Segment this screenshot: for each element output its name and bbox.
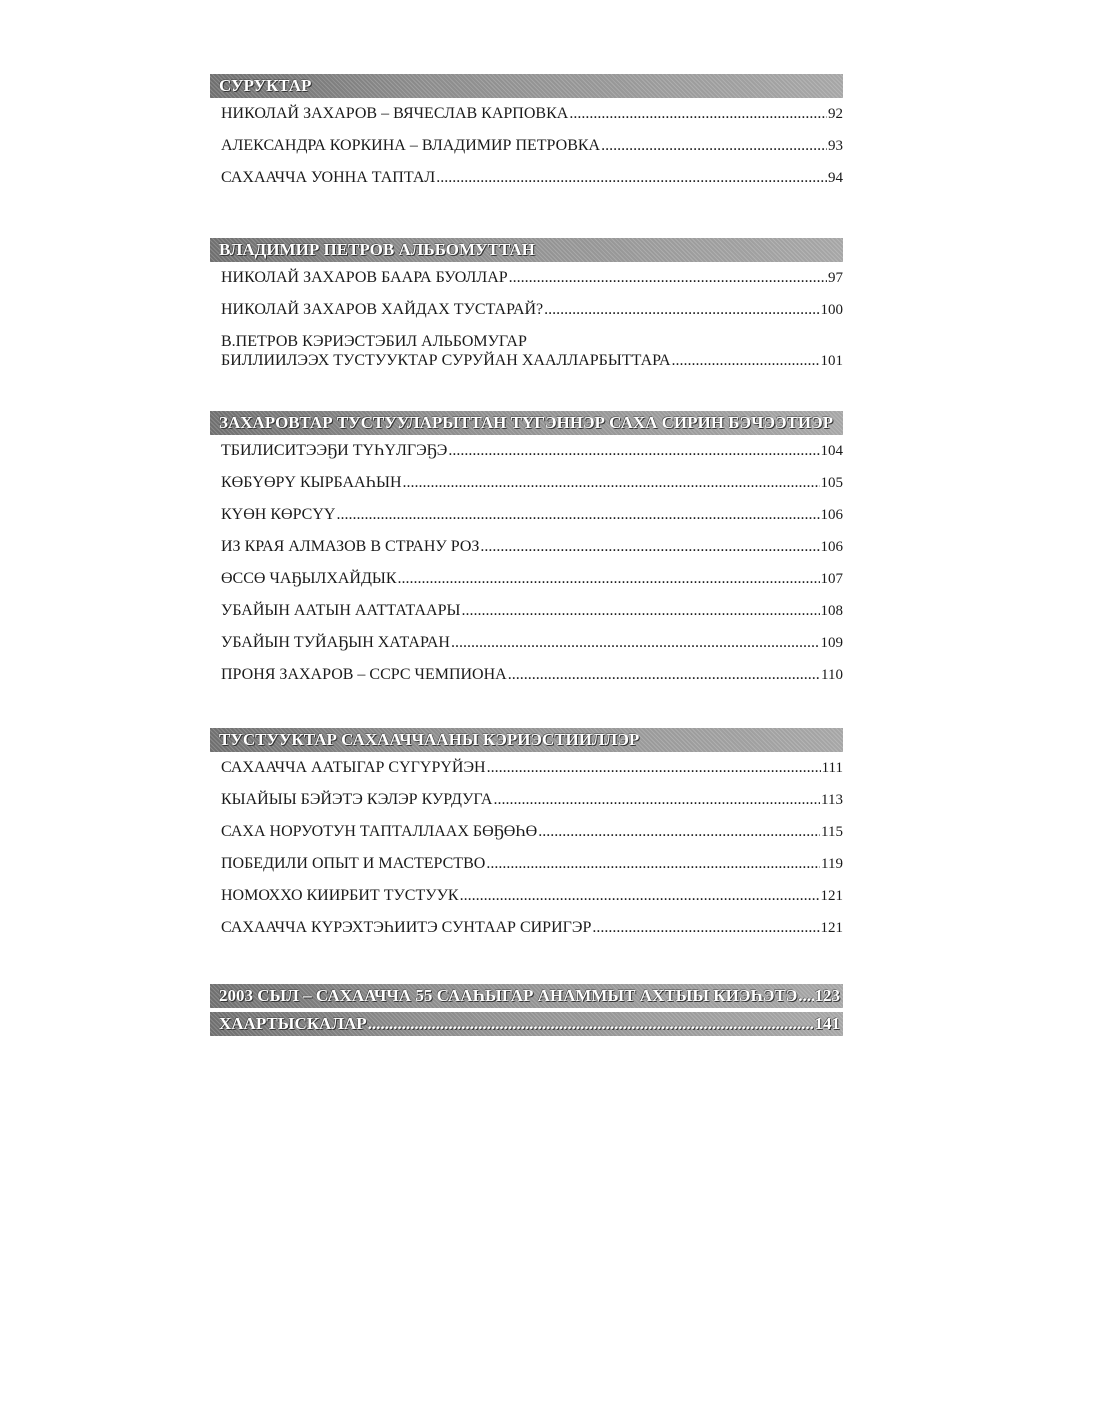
toc-entry-page: 97 <box>828 270 843 286</box>
toc-entry <box>221 659 843 691</box>
toc-entry-page: 104 <box>820 443 843 459</box>
section-heading-with-page <box>210 1012 843 1036</box>
section-heading-title: 2003 СЫЛ – САХААЧЧА 55 СААҺЫГАР АНАММЫТ АХТЫЫ КИЭҺЭТЭ <box>219 986 798 1005</box>
toc-entry <box>221 262 843 294</box>
toc-entry <box>221 98 843 130</box>
toc-entry-page: 113 <box>821 792 843 808</box>
toc-entry <box>221 435 843 467</box>
dot-leader <box>460 886 820 906</box>
toc-entry-page: 115 <box>821 824 843 840</box>
toc-entry <box>221 816 843 848</box>
toc-entry-page: 110 <box>821 667 843 683</box>
section-heading-title: ХААРТЫСКАЛАР <box>219 1014 367 1033</box>
toc-entry-title: ӨССӨ ЧАҔЫЛХАЙДЫК <box>221 570 397 587</box>
section-heading-page: 141 <box>814 1014 840 1033</box>
toc-entry <box>221 627 843 659</box>
toc-section-3 <box>210 411 843 691</box>
dot-leader <box>487 758 821 778</box>
toc-entry-title: САХА НОРУОТУН ТАПТАЛЛААХ БӨҔӨҺӨ <box>221 823 538 840</box>
toc-entry-page: 101 <box>820 353 843 369</box>
dot-leader <box>569 104 827 124</box>
dot-leader <box>592 918 819 938</box>
toc-section-4 <box>210 728 843 944</box>
toc-entry <box>221 912 843 944</box>
toc-section-2 <box>210 238 843 371</box>
toc-entry <box>221 563 843 595</box>
section-heading-with-page <box>210 984 843 1008</box>
toc-entry-page: 94 <box>828 170 843 186</box>
toc-entry-title: САХААЧЧА УОННА ТАПТАЛ <box>221 169 436 186</box>
dot-leader <box>368 1012 814 1036</box>
toc-entry-title: НИКОЛАЙ ЗАХАРОВ ХАЙДАХ ТУСТАРАЙ? <box>221 301 544 318</box>
toc-entry-page: 111 <box>821 760 843 776</box>
dot-leader <box>798 984 813 1008</box>
toc-entry <box>221 880 843 912</box>
toc-entry-page: 121 <box>820 888 843 904</box>
section-entries <box>210 752 843 944</box>
section-heading: ТУСТУУКТАР САХААЧЧААНЫ КЭРИЭСТИИЛЛЭР <box>210 728 843 752</box>
dot-leader <box>448 441 819 461</box>
section-heading: СУРУКТАР <box>210 74 843 98</box>
section-entries <box>210 98 843 194</box>
toc-entry-title: НИКОЛАЙ ЗАХАРОВ БААРА БУОЛЛАР <box>221 269 508 286</box>
toc-entry <box>221 326 843 371</box>
toc-entry-title-line2: БИЛЛИИЛЭЭХ ТУСТУУКТАР СУРУЙАН ХААЛЛАРБЫТТАРА <box>221 352 671 369</box>
toc-entry-title: САХААЧЧА ААТЫГАР СҮГҮРҮЙЭН <box>221 759 486 776</box>
toc-entry <box>221 752 843 784</box>
toc-entry-title: В.ПЕТРОВ КЭРИЭСТЭБИЛ АЛЬБОМУГАР <box>221 333 527 350</box>
toc-entry-page: 100 <box>820 302 843 318</box>
dot-leader <box>398 569 820 589</box>
dot-leader <box>436 168 827 188</box>
dot-leader <box>538 822 820 842</box>
toc-entry-page: 119 <box>821 856 843 872</box>
dot-leader <box>493 790 820 810</box>
toc-entry-page: 93 <box>828 138 843 154</box>
dot-leader <box>336 505 819 525</box>
section-heading: ВЛАДИМИР ПЕТРОВ АЛЬБОМУТТАН <box>210 238 843 262</box>
toc-entry-title: ТБИЛИСИТЭЭҔИ ТҮҺҮЛГЭҔЭ <box>221 442 448 459</box>
toc-entry-title: САХААЧЧА КҮРЭХТЭҺИИТЭ СУНТААР СИРИГЭР <box>221 919 592 936</box>
toc-entry-page: 106 <box>820 539 843 555</box>
toc-section-1 <box>210 74 843 194</box>
toc-entry <box>221 848 843 880</box>
toc-entry <box>221 294 843 326</box>
toc-entry-title: АЛЕКСАНДРА КОРКИНА – ВЛАДИМИР ПЕТРОВКА <box>221 137 601 154</box>
section-heading: ЗАХАРОВТАР ТУСТУУЛАРЫТТАН ТҮГЭННЭР САХА СИРИН БЭЧЭЭТИЭР <box>210 411 843 435</box>
section-heading-page: 123 <box>814 986 840 1005</box>
section-spacer <box>210 691 843 728</box>
toc-entry <box>221 784 843 816</box>
toc-entry-title: НОМОХХО КИИРБИТ ТУСТУУК <box>221 887 459 904</box>
section-spacer <box>210 944 843 984</box>
dot-leader <box>480 537 819 557</box>
toc-entry <box>221 499 843 531</box>
toc-entry-title: ПРОНЯ ЗАХАРОВ – ССРС ЧЕМПИОНА <box>221 666 507 683</box>
dot-leader <box>508 665 820 685</box>
toc-entry-title-continuation <box>221 351 843 371</box>
toc-entry-page: 108 <box>820 603 843 619</box>
toc-entry-title: КӨБҮӨРҮ КЫРБААҺЫН <box>221 474 402 491</box>
toc-entry <box>221 162 843 194</box>
dot-leader <box>601 136 827 156</box>
section-entries <box>210 435 843 691</box>
toc-entry-title: ИЗ КРАЯ АЛМАЗОВ В СТРАНУ РОЗ <box>221 538 480 555</box>
toc-entry-title: НИКОЛАЙ ЗАХАРОВ – ВЯЧЕСЛАВ КАРПОВКА <box>221 105 569 122</box>
toc-entry <box>221 531 843 563</box>
section-spacer <box>210 194 843 238</box>
toc-entry-page: 105 <box>820 475 843 491</box>
table-of-contents <box>210 74 843 1036</box>
toc-entry-title: УБАЙЫН ААТЫН ААТТАТААРЫ <box>221 602 461 619</box>
dot-leader <box>509 268 827 288</box>
toc-entry-page: 107 <box>820 571 843 587</box>
dot-leader <box>544 300 819 320</box>
toc-entry <box>221 130 843 162</box>
toc-entry-page: 106 <box>820 507 843 523</box>
toc-entry-title: КҮӨН КӨРСҮҮ <box>221 506 336 523</box>
toc-entry-page: 121 <box>820 920 843 936</box>
section-entries <box>210 262 843 371</box>
toc-entry-page: 109 <box>820 635 843 651</box>
toc-entry <box>221 467 843 499</box>
toc-entry-title: ПОБЕДИЛИ ОПЫТ И МАСТЕРСТВО <box>221 855 486 872</box>
dot-leader <box>672 351 820 370</box>
dot-leader <box>486 854 820 874</box>
toc-entry-title: УБАЙЫН ТУЙАҔЫН ХАТАРАН <box>221 634 450 651</box>
section-spacer <box>210 371 843 411</box>
dot-leader <box>451 633 820 653</box>
toc-entry <box>221 595 843 627</box>
dot-leader <box>403 473 820 493</box>
toc-entry-page: 92 <box>828 106 843 122</box>
toc-entry-title: КЫАЙЫЫ БЭЙЭТЭ КЭЛЭР КУРДУГА <box>221 791 493 808</box>
dot-leader <box>461 601 819 621</box>
